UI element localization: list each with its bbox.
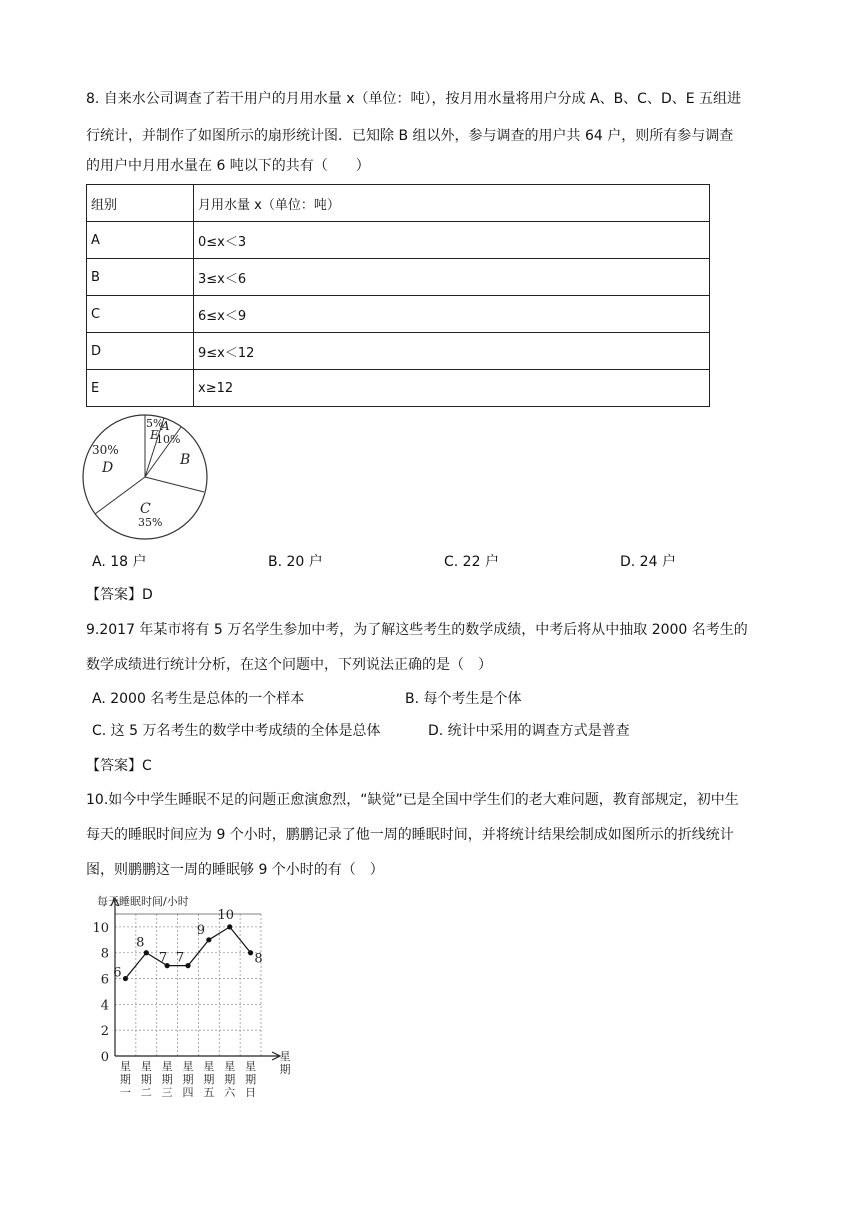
q10-stem-line-3: 图，则鹏鹏这一周的睡眠够 9 个小时的有（ ） xyxy=(86,862,384,878)
y-tick-label: 4 xyxy=(100,998,109,1014)
x-tick-labels xyxy=(120,1060,256,1099)
q8-option-a: A. 18 户 xyxy=(92,554,147,570)
y-axis-label: 每天睡眠时间/小时 xyxy=(97,895,189,908)
x-tick-char: 一 xyxy=(119,1086,131,1099)
x-tick-char: 三 xyxy=(161,1086,173,1099)
data-label: 6 xyxy=(113,965,122,981)
q8-option-c: C. 22 户 xyxy=(444,554,499,570)
table-header-cell: 月用水量 x（单位：吨） xyxy=(194,185,710,222)
q8-answer: 【答案】D xyxy=(86,587,153,603)
table-row xyxy=(87,222,710,259)
table-cell: 0≤x＜3 xyxy=(194,222,710,259)
q8-stem-line-2: 行统计，并制作了如图所示的扇形统计图．已知除 B 组以外，参与调查的用户共 64 户，则所有参与调查 xyxy=(86,128,734,144)
q8-stem-line-1: 8. 自来水公司调查了若干用户的月用水量 x（单位：吨），按月用水量将用户分成 A、B、C、D、E 五组进 xyxy=(86,91,742,107)
x-tick-char: 星 xyxy=(119,1060,131,1073)
data-label: 7 xyxy=(175,950,185,966)
table-cell: C xyxy=(87,296,194,333)
y-tick-label: 10 xyxy=(92,920,109,936)
pie-label-d-pct: 30% xyxy=(92,443,119,457)
y-tick-labels xyxy=(92,921,109,1065)
data-label: 9 xyxy=(196,922,205,938)
table-cell: 9≤x＜12 xyxy=(194,333,710,370)
pie-label-a-pct: 10% xyxy=(156,433,181,446)
table-cell: x≥12 xyxy=(194,370,710,407)
x-tick-char: 星 xyxy=(182,1060,194,1073)
x-tick-char: 期 xyxy=(224,1073,236,1086)
q8-option-d: D. 24 户 xyxy=(620,554,676,570)
x-tick-label xyxy=(141,1060,152,1099)
x-tick-label xyxy=(245,1060,256,1099)
q9-option-c: C. 这 5 万名考生的数学中考成绩的全体是总体 xyxy=(92,723,381,739)
x-tick-char: 五 xyxy=(203,1086,215,1099)
data-point xyxy=(185,963,190,968)
pie-label-d: D xyxy=(102,460,114,476)
x-tick-label xyxy=(203,1060,214,1099)
x-tick-char: 期 xyxy=(182,1073,194,1086)
data-label: 8 xyxy=(254,951,263,967)
table-header-cell: 组别 xyxy=(87,185,194,222)
table-cell: B xyxy=(87,259,194,296)
table-cell: E xyxy=(87,370,194,407)
table-row xyxy=(87,333,710,370)
q9-option-b: B. 每个考生是个体 xyxy=(405,691,522,707)
x-axis-label xyxy=(280,1050,291,1076)
group-table xyxy=(86,184,710,407)
data-point xyxy=(144,950,149,955)
x-tick-char: 星 xyxy=(245,1060,257,1073)
pie-chart-figure xyxy=(78,412,214,542)
x-tick-char: 星 xyxy=(224,1060,236,1073)
table-cell: A xyxy=(87,222,194,259)
x-tick-char: 期 xyxy=(161,1073,173,1086)
table-cell: 3≤x＜6 xyxy=(194,259,710,296)
pie-label-e: E xyxy=(150,428,159,442)
table-row xyxy=(87,370,710,407)
x-tick-char: 星 xyxy=(161,1060,173,1073)
x-tick-char: 日 xyxy=(245,1086,257,1099)
pie-label-e-pct: 5% xyxy=(146,417,164,430)
q9-option-d: D. 统计中采用的调查方式是普查 xyxy=(428,723,630,739)
x-tick-char: 期 xyxy=(119,1073,131,1086)
data-label: 7 xyxy=(159,950,168,966)
x-tick-char: 期 xyxy=(245,1073,257,1086)
data-point xyxy=(206,937,211,942)
y-tick-label: 6 xyxy=(100,972,109,988)
q10-stem-line-2: 每天的睡眠时间应为 9 个小时，鹏鹏记录了他一周的睡眠时间，并将统计结果绘制成如图所示的折线统计 xyxy=(86,827,734,843)
y-tick-label: 0 xyxy=(100,1050,109,1065)
x-axis-label-char: 期 xyxy=(279,1063,291,1076)
x-tick-label xyxy=(183,1060,194,1099)
y-tick-label: 2 xyxy=(100,1024,109,1040)
pie-label-c-pct: 35% xyxy=(138,516,163,529)
table-cell: D xyxy=(87,333,194,370)
x-tick-char: 期 xyxy=(140,1073,152,1086)
x-axis-label-char: 星 xyxy=(279,1050,291,1063)
data-point xyxy=(123,976,128,981)
x-tick-char: 期 xyxy=(203,1073,215,1086)
y-tick-label: 8 xyxy=(100,946,109,962)
pie-label-b: B xyxy=(180,452,191,468)
x-tick-label xyxy=(162,1060,173,1099)
table-header-row xyxy=(87,185,710,222)
q8-stem-line-3: 的用户中月用水量在 6 吨以下的共有（ ） xyxy=(86,158,370,174)
x-tick-label xyxy=(120,1060,131,1099)
x-tick-char: 六 xyxy=(224,1086,236,1099)
data-label: 8 xyxy=(136,935,145,951)
q9-answer: 【答案】C xyxy=(86,758,152,774)
pie-label-a: A xyxy=(161,419,170,433)
pie-label-c: C xyxy=(140,501,151,517)
x-tick-char: 星 xyxy=(140,1060,152,1073)
q10-stem-line-1: 10.如今中学生睡眠不足的问题正愈演愈烈，“缺觉”已是全国中学生们的老大难问题，教育部规定，初中生 xyxy=(86,792,739,808)
sleep-line-chart xyxy=(85,890,310,1102)
axes xyxy=(111,898,280,1060)
table-row xyxy=(87,259,710,296)
x-tick-char: 四 xyxy=(182,1086,194,1099)
x-tick-label xyxy=(224,1060,236,1099)
q9-stem-line-2: 数学成绩进行统计分析，在这个问题中，下列说法正确的是（ ） xyxy=(86,657,492,673)
data-point xyxy=(248,950,253,955)
x-tick-char: 二 xyxy=(140,1086,152,1099)
data-point xyxy=(227,924,232,929)
q9-stem-line-1: 9.2017 年某市将有 5 万名学生参加中考，为了解这些考生的数学成绩，中考后将从中抽取 2000 名考生的 xyxy=(86,622,748,638)
x-tick-char: 星 xyxy=(203,1060,215,1073)
data-label: 10 xyxy=(217,907,234,923)
q8-option-b: B. 20 户 xyxy=(268,554,323,570)
table-row xyxy=(87,296,710,333)
q9-option-a: A. 2000 名考生是总体的一个样本 xyxy=(92,691,305,707)
table-cell: 6≤x＜9 xyxy=(194,296,710,333)
